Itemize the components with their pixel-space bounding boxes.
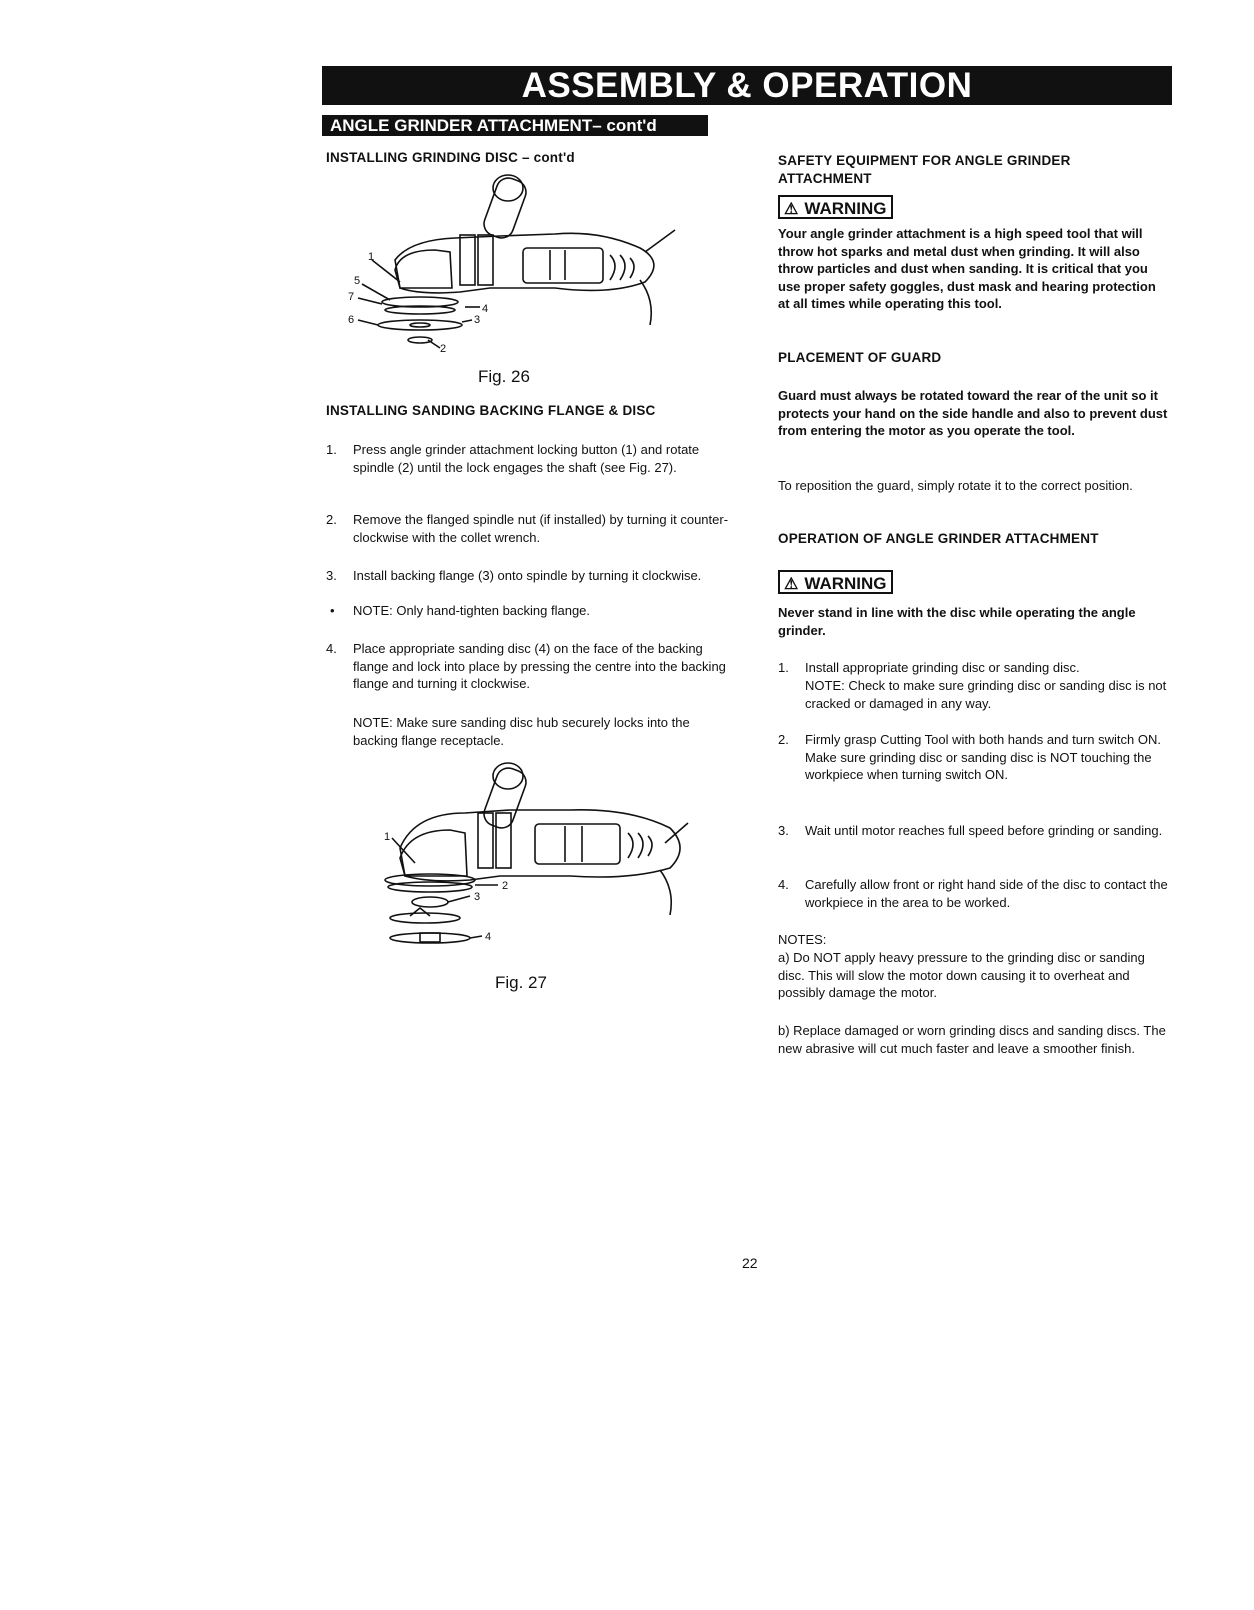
note-a: a) Do NOT apply heavy pressure to the grinding disc or sanding disc. This will slow the motor down causing it to overheat and possibly damage the motor.: [778, 950, 1145, 1000]
right-step-1-number: 1.: [778, 660, 789, 675]
fig26-callout-5: 5: [354, 275, 361, 287]
left-step-3-note-text: NOTE: Only hand-tighten backing flange.: [353, 603, 591, 618]
warning-1-text: Your angle grinder attachment is a high speed tool that will throw hot sparks and metal dust when grinding. It will also throw particles and dust when sanding. It is critical that you use proper safety goggles, dust mask and hearing protection at all times while operating this tool.: [778, 226, 1156, 311]
left-step-3-note-bullet: •: [330, 603, 335, 618]
fig26-callout-3: 3: [474, 314, 481, 326]
right-step-1-text: Install appropriate grinding disc or sanding disc.: [805, 660, 1080, 675]
left-step-3-number: 3.: [326, 568, 337, 583]
left-step-1-text: Press angle grinder attachment locking button (1) and rotate spindle (2) until the lock engages the shaft (see Fig. 27).: [353, 442, 700, 475]
fig27-callout-3: 3: [474, 891, 481, 903]
left-step-4-note: NOTE: Make sure sanding disc hub securely locks into the backing flange receptacle.: [353, 715, 690, 748]
fig26-callout-6: 6: [348, 314, 355, 326]
section-title: ANGLE GRINDER ATTACHMENT– cont'd: [322, 115, 708, 136]
left-step-4-text: Place appropriate sanding disc (4) on the face of the backing flange and lock into place by pressing the centre into the backing flange and turning it clockwise.: [353, 641, 726, 691]
guard-warning-text: Guard must always be rotated toward the rear of the unit so it protects your hand on the side handle and also to prevent dust from entering the motor as you operate the tool.: [778, 388, 1168, 438]
right-step-4-number: 4.: [778, 877, 789, 892]
figure-26: [340, 170, 690, 360]
warning-2-text: Never stand in line with the disc while operating the angle grinder.: [778, 605, 1136, 638]
notes-label: NOTES:: [778, 932, 827, 947]
note-b: b) Replace damaged or worn grinding discs and sanding discs. The new abrasive will cut much faster and leave a smoother finish.: [778, 1023, 1166, 1056]
warning-triangle-icon: ⚠: [784, 201, 799, 218]
fig26-caption: Fig. 26: [478, 367, 530, 386]
warning-triangle-icon: ⚠: [784, 576, 799, 593]
right-step-2-number: 2.: [778, 732, 789, 747]
right-step-1-note: NOTE: Check to make sure grinding disc or sanding disc is not cracked or damaged in any way.: [805, 678, 1167, 711]
guard-reposition-text: To reposition the guard, simply rotate it to the correct position.: [778, 478, 1133, 493]
fig26-callout-1: 1: [368, 251, 375, 263]
warning-1-label: WARNING: [804, 199, 887, 218]
right-step-3-number: 3.: [778, 823, 789, 838]
fig26-callout-4: 4: [482, 303, 489, 315]
page-number: 22: [742, 1255, 758, 1271]
warning-box-1: [778, 195, 893, 219]
right-step-2-text: Firmly grasp Cutting Tool with both hands and turn switch ON. Make sure grinding disc or sanding disc is NOT touching the workpiece when turning switch ON.: [805, 732, 1161, 782]
right-step-4-text: Carefully allow front or right hand side of the disc to contact the workpiece in the area to be worked.: [805, 877, 1168, 910]
fig27-callout-2: 2: [502, 880, 509, 892]
heading-operation: OPERATION OF ANGLE GRINDER ATTACHMENT: [778, 531, 1099, 546]
fig27-callout-1: 1: [384, 831, 391, 843]
warning-box-2: [778, 570, 893, 594]
left-step-1-number: 1.: [326, 442, 337, 457]
fig27-callout-4: 4: [485, 931, 492, 943]
fig26-callout-7: 7: [348, 291, 355, 303]
heading-placement-of-guard: PLACEMENT OF GUARD: [778, 350, 942, 365]
left-step-2-number: 2.: [326, 512, 337, 527]
warning-2-label: WARNING: [804, 574, 887, 593]
left-step-3-text: Install backing flange (3) onto spindle by turning it clockwise.: [353, 568, 702, 583]
fig27-caption: Fig. 27: [495, 973, 547, 992]
heading-installing-sanding-backing-flange: INSTALLING SANDING BACKING FLANGE & DISC: [326, 403, 656, 418]
left-step-4-number: 4.: [326, 641, 337, 656]
left-step-2-text: Remove the flanged spindle nut (if installed) by turning it counter-clockwise with the collet wrench.: [353, 512, 729, 545]
page-title: ASSEMBLY & OPERATION: [322, 66, 1172, 105]
figure-27: [370, 758, 700, 958]
fig26-callout-2: 2: [440, 343, 447, 355]
heading-safety-equipment: SAFETY EQUIPMENT FOR ANGLE GRINDER ATTACHMENT: [778, 153, 1071, 186]
heading-installing-grinding-disc: INSTALLING GRINDING DISC – cont'd: [326, 150, 575, 165]
right-step-3-text: Wait until motor reaches full speed before grinding or sanding.: [805, 823, 1163, 838]
